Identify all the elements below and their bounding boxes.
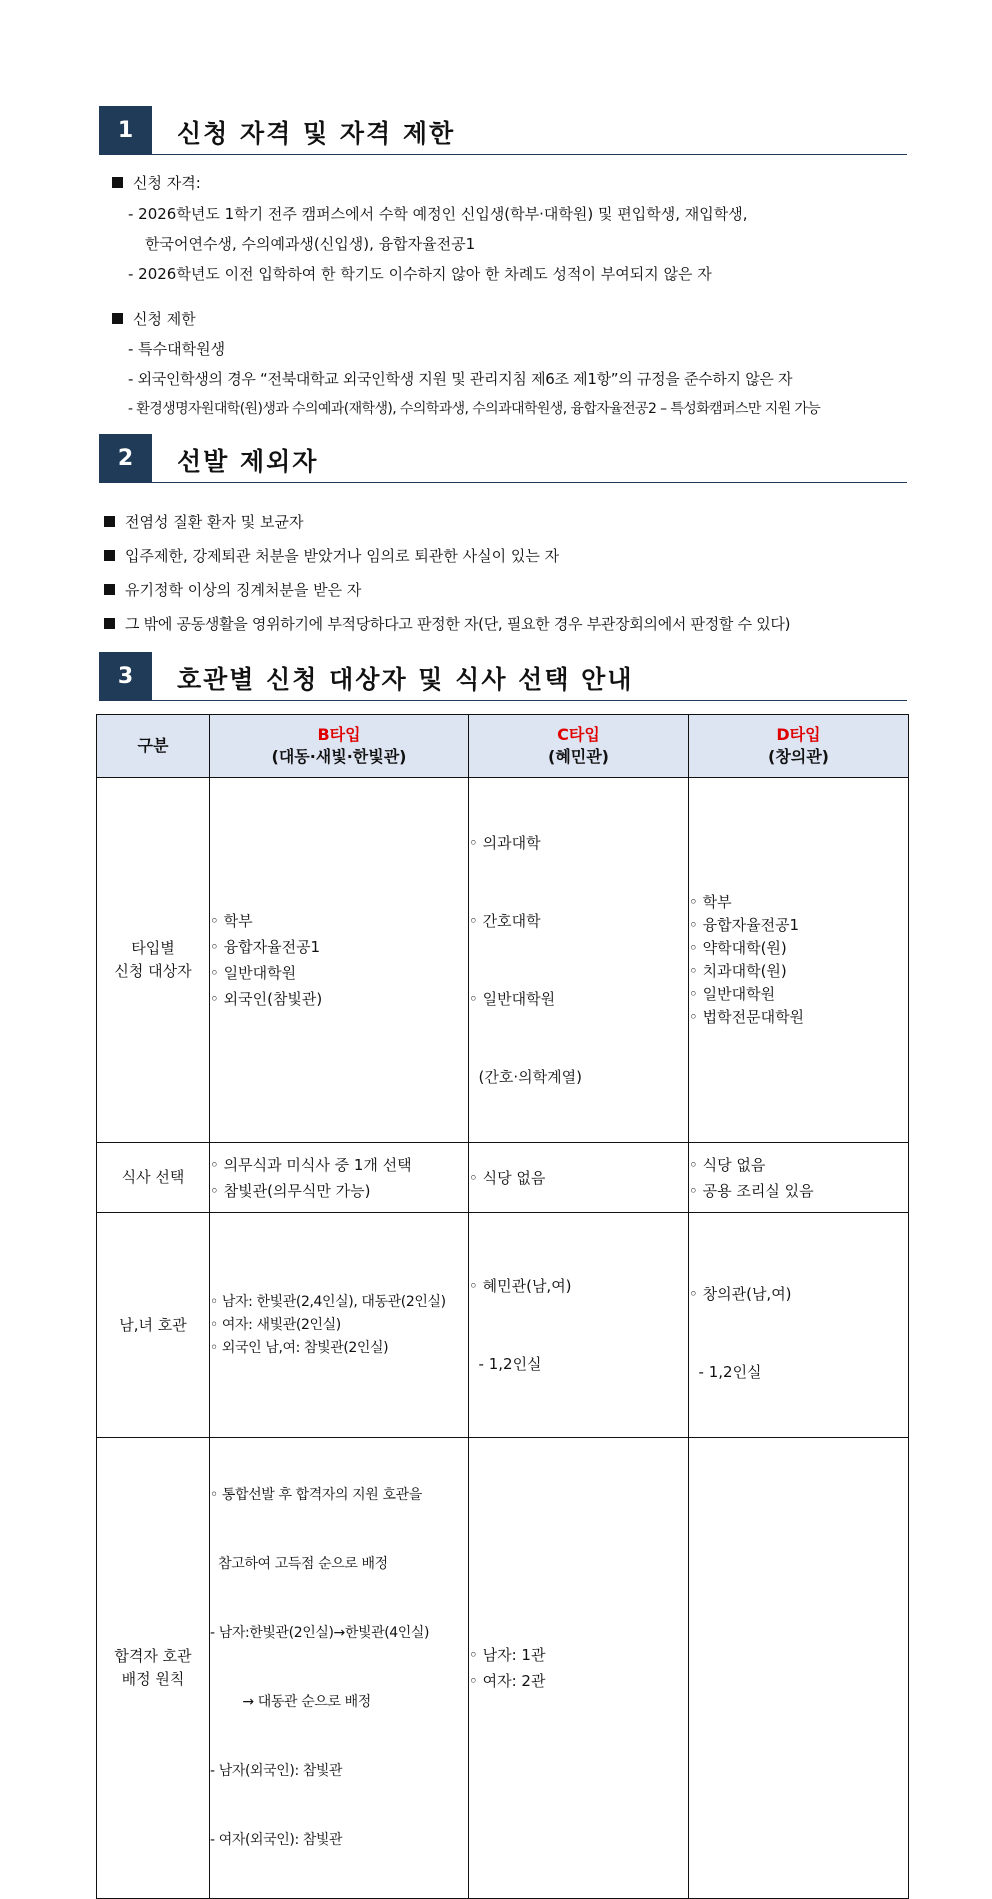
list-item: ◦ 간호대학 bbox=[469, 912, 541, 930]
list-item: ◦ 외국인(참빛관) bbox=[210, 990, 323, 1008]
list-item: ◦ 융합자율전공1 bbox=[210, 938, 321, 956]
square-bullet-icon bbox=[104, 516, 115, 527]
c-type-meal bbox=[469, 1143, 689, 1213]
d-type-label: D타입 bbox=[776, 725, 821, 744]
section2-header bbox=[99, 434, 907, 483]
square-bullet-icon bbox=[104, 584, 115, 595]
list-item: ◦ 의무식과 미식사 중 1개 선택 bbox=[210, 1155, 412, 1174]
list-item: ◦ 일반대학원 bbox=[210, 964, 297, 982]
qualification-heading: 신청 자격: bbox=[112, 172, 201, 193]
section3-title: 호관별 신청 대상자 및 식사 선택 안내 bbox=[177, 665, 634, 694]
restriction-item: - 특수대학원생 bbox=[128, 340, 226, 358]
section1-title: 신청 자격 및 자격 제한 bbox=[177, 119, 456, 148]
section3-number: 3 bbox=[99, 652, 152, 700]
list-item: - 1,2인실 bbox=[469, 1355, 542, 1373]
c-type-assignment bbox=[469, 1438, 689, 1899]
d-type-applicants bbox=[689, 778, 909, 1143]
list-item: ◦ 치과대학(원) bbox=[689, 962, 787, 980]
square-bullet-icon bbox=[112, 177, 123, 188]
list-item: ◦ 혜민관(남,여) bbox=[469, 1277, 572, 1295]
restriction-heading: 신청 제한 bbox=[112, 308, 196, 329]
list-item: ◦ 일반대학원 bbox=[469, 990, 556, 1008]
restriction-item: - 외국인학생의 경우 “전북대학교 외국인학생 지원 및 관리지침 제6조 제1항”의 규정을 준수하지 않은 자 bbox=[128, 370, 793, 388]
list-item: ◦ 외국인 남,여: 참빛관(2인실) bbox=[210, 1339, 389, 1356]
row-label-line: 합격자 호관 bbox=[114, 1647, 192, 1665]
d-type-assignment bbox=[689, 1438, 909, 1899]
d-type-meal bbox=[689, 1143, 909, 1213]
header-d-type bbox=[689, 715, 909, 778]
list-item: ◦ 학부 bbox=[210, 912, 253, 930]
row-label-meal: 식사 선택 bbox=[97, 1143, 210, 1213]
header-category: 구분 bbox=[97, 715, 210, 778]
c-type-buildings: (혜민관) bbox=[548, 747, 609, 766]
list-item: ◦ 남자: 한빛관(2,4인실), 대동관(2인실) bbox=[210, 1293, 446, 1310]
table-row bbox=[97, 1213, 909, 1438]
square-bullet-icon bbox=[104, 618, 115, 629]
header-b-type bbox=[210, 715, 469, 778]
b-type-gender-halls bbox=[210, 1213, 469, 1438]
c-type-label: C타입 bbox=[557, 725, 600, 744]
list-item: ◦ 창의관(남,여) bbox=[689, 1285, 792, 1303]
b-type-label: B타입 bbox=[317, 725, 361, 744]
list-item: ◦ 식당 없음 bbox=[469, 1168, 546, 1187]
list-item: - 남자(외국인): 참빛관 bbox=[210, 1763, 343, 1779]
b-type-meal bbox=[210, 1143, 469, 1213]
row-label-line: 타입별 bbox=[131, 939, 175, 957]
qualification-item: - 2026학년도 1학기 전주 캠퍼스에서 수학 예정인 신입생(학부·대학원) 및 편입학생, 재입학생, bbox=[128, 205, 748, 223]
list-item: ◦ 공용 조리실 있음 bbox=[689, 1181, 814, 1200]
b-type-buildings: (대동·새빛·한빛관) bbox=[271, 747, 407, 766]
table-row bbox=[97, 1438, 909, 1899]
dormitory-type-table bbox=[96, 714, 909, 1899]
restriction-item: - 환경생명자원대학(원)생과 수의예과(재학생), 수의학과생, 수의과대학원생, 융합자율전공2 – 특성화캠퍼스만 지원 가능 bbox=[128, 401, 821, 417]
header-c-type bbox=[469, 715, 689, 778]
section2-title: 선발 제외자 bbox=[177, 447, 319, 476]
d-type-gender-halls bbox=[689, 1213, 909, 1438]
list-item: - 남자:한빛관(2인실)→한빛관(4인실) bbox=[210, 1625, 430, 1641]
section1-header bbox=[99, 106, 907, 155]
table-row bbox=[97, 778, 909, 1143]
qualification-item: - 2026학년도 이전 입학하여 한 학기도 이수하지 않아 한 차례도 성적이 부여되지 않은 자 bbox=[128, 265, 712, 283]
exclusion-item: 입주제한, 강제퇴관 처분을 받았거나 임의로 퇴관한 사실이 있는 자 bbox=[104, 545, 559, 566]
list-item: ◦ 남자: 1관 bbox=[469, 1646, 546, 1664]
b-type-assignment bbox=[210, 1438, 469, 1899]
row-label-applicants bbox=[97, 778, 210, 1143]
list-item: ◦ 여자: 새빛관(2인실) bbox=[210, 1316, 341, 1333]
list-item: ◦ 학부 bbox=[689, 893, 732, 911]
list-item: - 여자(외국인): 참빛관 bbox=[210, 1832, 343, 1848]
row-label-line: 신청 대상자 bbox=[114, 962, 192, 980]
list-item: ◦ 일반대학원 bbox=[689, 985, 776, 1003]
table-row bbox=[97, 1143, 909, 1213]
exclusion-item: 전염성 질환 환자 및 보균자 bbox=[104, 511, 303, 532]
square-bullet-icon bbox=[104, 550, 115, 561]
list-item: ◦ 여자: 2관 bbox=[469, 1672, 546, 1690]
list-item: ◦ 법학전문대학원 bbox=[689, 1008, 805, 1026]
list-item: ◦ 참빛관(의무식만 가능) bbox=[210, 1181, 371, 1200]
b-type-applicants bbox=[210, 778, 469, 1143]
exclusion-item: 유기정학 이상의 징계처분을 받은 자 bbox=[104, 579, 361, 600]
list-item: ◦ 약학대학(원) bbox=[689, 939, 787, 957]
square-bullet-icon bbox=[112, 313, 123, 324]
d-type-buildings: (창의관) bbox=[768, 747, 829, 766]
section2-number: 2 bbox=[99, 434, 152, 482]
qualification-item-continued: 한국어연수생, 수의예과생(신입생), 융합자율전공1 bbox=[145, 235, 476, 253]
list-item: 참고하여 고득점 순으로 배정 bbox=[210, 1556, 388, 1572]
list-item: → 대동관 순으로 배정 bbox=[210, 1694, 371, 1710]
list-item: ◦ 융합자율전공1 bbox=[689, 916, 800, 934]
list-item: - 1,2인실 bbox=[689, 1363, 762, 1381]
row-label-gender-halls: 남,녀 호관 bbox=[97, 1213, 210, 1438]
exclusion-item: 그 밖에 공동생활을 영위하기에 부적당하다고 판정한 자(단, 필요한 경우 부관장회의에서 판정할 수 있다) bbox=[104, 613, 790, 634]
section3-header bbox=[99, 652, 907, 701]
list-item: ◦ 통합선발 후 합격자의 지원 호관을 bbox=[210, 1487, 422, 1503]
c-type-gender-halls bbox=[469, 1213, 689, 1438]
list-item: ◦ 식당 없음 bbox=[689, 1155, 766, 1174]
list-item: ◦ 의과대학 bbox=[469, 834, 541, 852]
section1-number: 1 bbox=[99, 106, 152, 154]
list-item: (간호·의학계열) bbox=[469, 1068, 582, 1086]
row-label-assignment bbox=[97, 1438, 210, 1899]
row-label-line: 배정 원칙 bbox=[121, 1670, 185, 1688]
table-header-row bbox=[97, 715, 909, 778]
c-type-applicants bbox=[469, 778, 689, 1143]
